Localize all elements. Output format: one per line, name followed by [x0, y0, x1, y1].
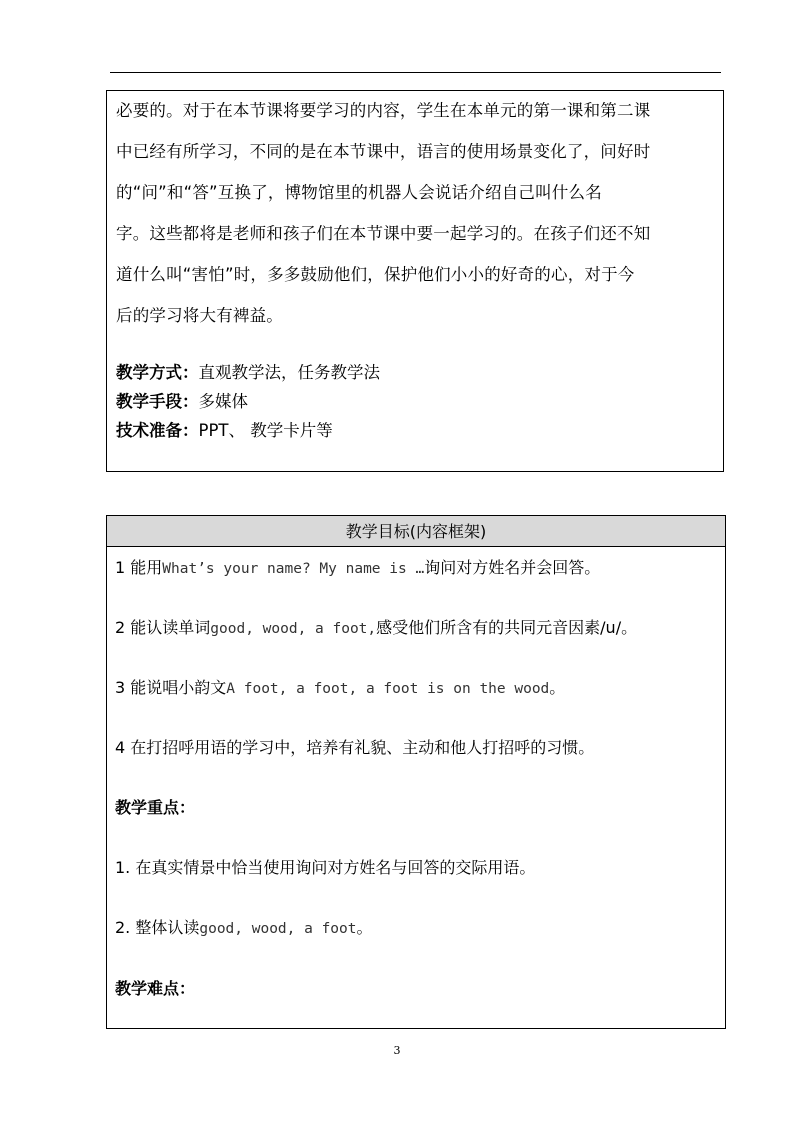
- teaching-means-value: 多媒体: [198, 392, 248, 411]
- objective-2-tail: 感受他们所含有的共同元音因素/u/。: [376, 618, 638, 637]
- objective-2-words: good, wood, a foot,: [210, 621, 377, 637]
- objective-3-rhyme: A foot, a foot, a foot is on the wood: [226, 681, 550, 697]
- page-number: 3: [393, 1044, 401, 1057]
- key-point-2-words: good, wood, a foot: [199, 921, 357, 937]
- objective-2-text: 2 能认读单词: [115, 618, 211, 637]
- intro-line-6: 后的学习将大有裨益。: [116, 306, 283, 325]
- tech-preparation-label: 技术准备：: [116, 421, 199, 440]
- key-point-1: 1. 在真实情景中恰当使用询问对方姓名与回答的交际用语。: [115, 858, 536, 877]
- objective-3-tail: 。: [549, 678, 566, 697]
- objective-2: [115, 617, 637, 640]
- tech-preparation-value: PPT、 教学卡片等: [198, 421, 333, 440]
- teaching-method-value: 直观教学法，任务教学法: [198, 363, 380, 382]
- difficulty-heading: 教学难点：: [115, 979, 196, 998]
- key-point-2: [115, 917, 373, 940]
- intro-box: [106, 90, 724, 472]
- teaching-method: [116, 362, 380, 384]
- teaching-method-label: 教学方式：: [116, 363, 199, 382]
- tech-preparation: [116, 420, 333, 442]
- intro-line-3: 的“问”和“答”互换了，博物馆里的机器人会说话介绍自己叫什么名: [116, 183, 602, 202]
- objective-3-text: 3 能说唱小韵文: [115, 678, 227, 697]
- intro-line-2: 中已经有所学习，不同的是在本节课中，语言的使用场景变化了，问好时: [116, 142, 651, 161]
- objective-1: [115, 557, 600, 580]
- intro-line-1: 必要的。对于在本节课将要学习的内容，学生在本单元的第一课和第二课: [116, 101, 651, 120]
- objective-1-phrase: What’s your name? My name is …: [162, 561, 425, 577]
- intro-line-5: 道什么叫“害怕”时，多多鼓励他们，保护他们小小的好奇的心，对于今: [116, 265, 635, 284]
- objective-1-tail: 询问对方姓名并会回答。: [424, 558, 601, 577]
- teaching-means: [116, 391, 248, 413]
- objective-1-text: 1 能用: [115, 558, 163, 577]
- key-points-heading: 教学重点：: [115, 798, 196, 817]
- objective-4: 4 在打招呼用语的学习中，培养有礼貌、主动和他人打招呼的习惯。: [115, 738, 595, 757]
- objectives-header: 教学目标(内容框架): [107, 516, 725, 547]
- key-point-2-text: 2. 整体认读: [115, 918, 200, 937]
- key-point-2-tail: 。: [356, 918, 373, 937]
- objectives-box: [106, 515, 726, 1029]
- teaching-means-label: 教学手段：: [116, 392, 199, 411]
- header-rule: [110, 72, 721, 73]
- objective-3: [115, 677, 565, 700]
- intro-line-4: 字。这些都将是老师和孩子们在本节课中要一起学习的。在孩子们还不知: [116, 224, 651, 243]
